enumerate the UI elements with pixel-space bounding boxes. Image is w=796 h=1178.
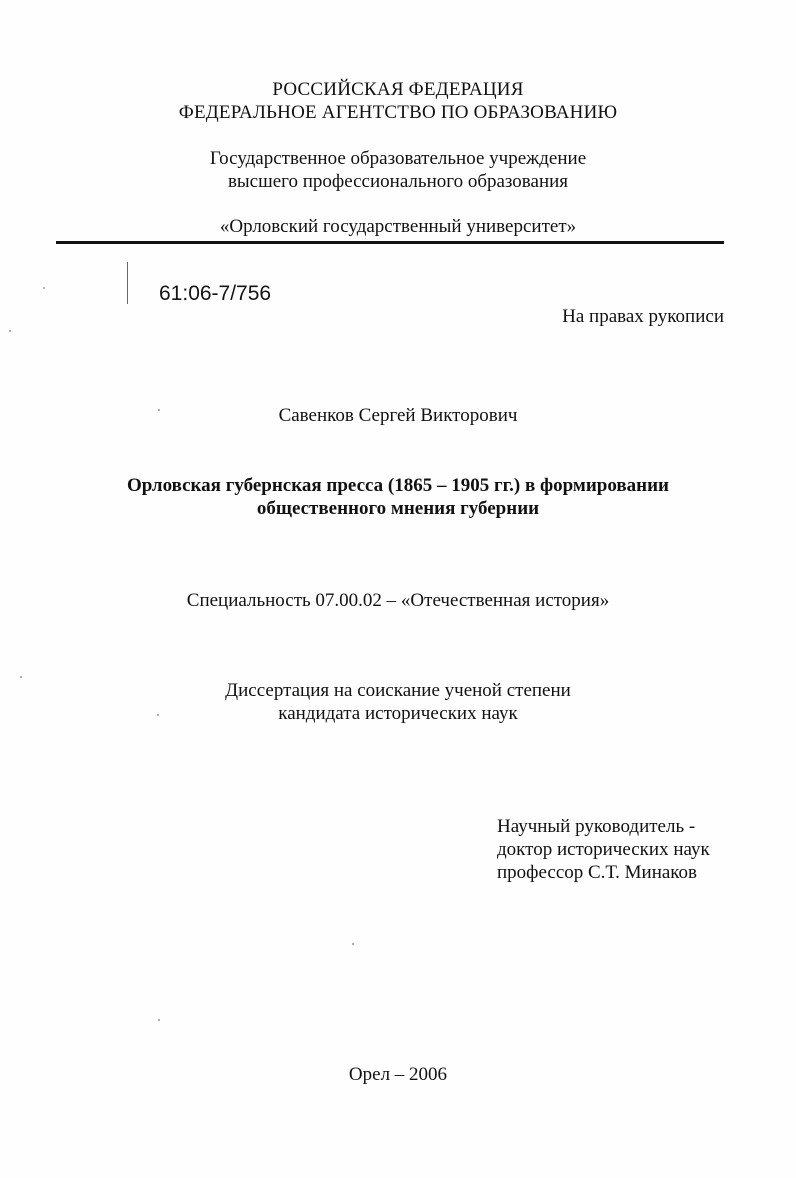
scan-speck [352,943,354,945]
supervisor-line-3: профессор С.Т. Минаков [497,862,698,883]
place-year: Орел – 2006 [348,1064,448,1085]
scan-speck [158,409,160,411]
institution-line-2: высшего профессионального образования [227,171,569,192]
scan-speck [9,330,11,332]
university-name: «Орловский государственный университет» [219,216,577,237]
scan-speck [43,287,45,289]
dissertation-title-line-1: Орловская губернская пресса (1865 – 1905 гг.) в формировании [127,475,669,496]
country-heading: РОССИЙСКАЯ ФЕДЕРАЦИЯ [272,79,524,100]
scan-speck [158,1019,160,1021]
agency-heading: ФЕДЕРАЛЬНОЕ АГЕНТСТВО ПО ОБРАЗОВАНИЮ [178,102,618,123]
degree-line-1: Диссертация на соискание ученой степени [225,680,571,701]
supervisor-line-1: Научный руководитель - [497,816,696,837]
institution-line-1: Государственное образовательное учреждение [209,148,587,169]
scan-speck [157,714,159,716]
author-name: Савенков Сергей Викторович [278,405,518,426]
degree-line-2: кандидата исторических наук [278,703,518,724]
dissertation-title-line-2: общественного мнения губернии [256,498,540,519]
supervisor-line-2: доктор исторических наук [497,839,710,860]
archive-code: 61:06-7/756 [159,282,272,305]
specialty: Специальность 07.00.02 – «Отечественная история» [186,590,610,611]
margin-mark [127,262,128,304]
header-divider [56,241,724,244]
manuscript-note: На правах рукописи [562,306,724,327]
scan-speck [20,676,22,678]
